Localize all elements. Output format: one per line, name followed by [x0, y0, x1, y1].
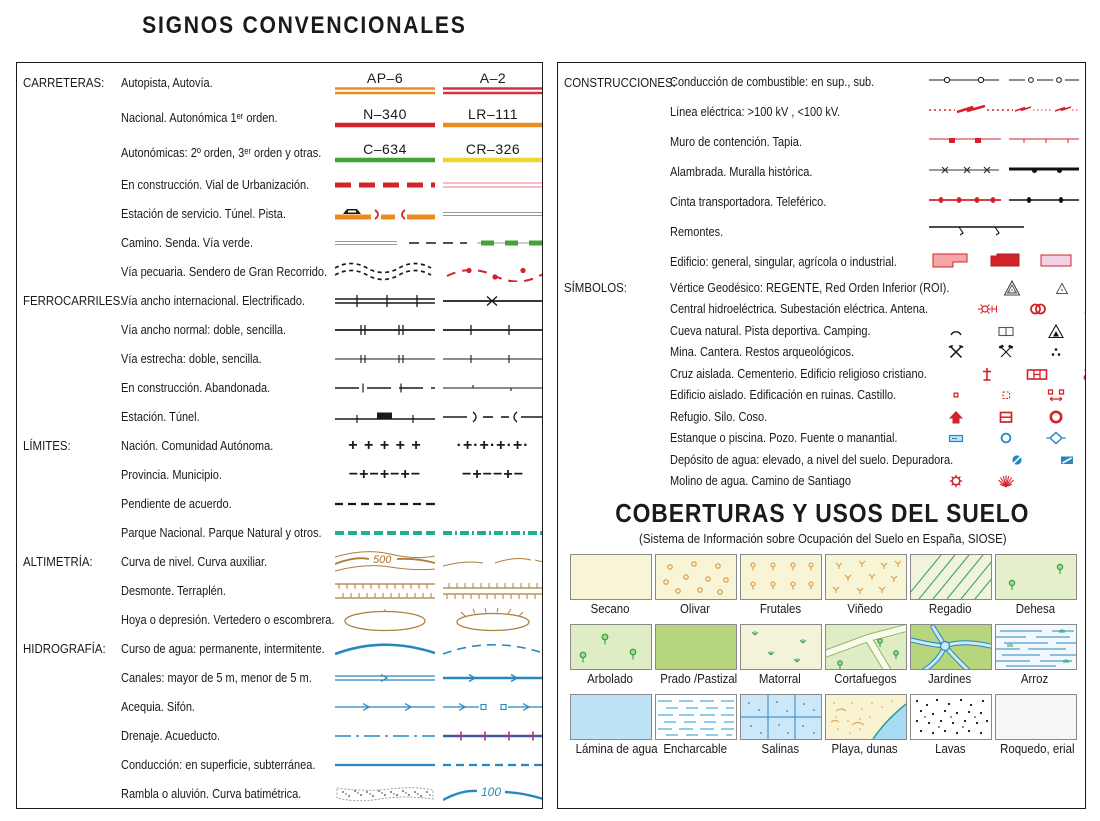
arbolado-swatch-icon	[570, 624, 652, 670]
legend-row-alambrada: Alambrada. Muralla histórica.	[564, 157, 1081, 187]
legend-row-rambla: Rambla o aluvión. Curva batimétrica. 100	[23, 779, 538, 808]
legend-row-nacion-comunidad: LÍMITES: Nación. Comunidad Autónoma. + + + + + ·+·+·+·+·	[23, 431, 538, 460]
swatch-cortafuegos: Cortafuegos	[825, 624, 905, 686]
dehesa-swatch-icon	[995, 554, 1077, 600]
legend-row-pendiente: Pendiente de acuerdo.	[23, 489, 538, 518]
legend-row-cruz: Cruz aislada. Cementerio. Edificio religioso cristiano.	[564, 363, 1081, 385]
olivar-swatch-icon	[655, 554, 737, 600]
legend-row-via-pecuaria: Vía pecuaria. Sendero de Gran Recorrido.	[23, 257, 538, 286]
legend-row-mina: Mina. Cantera. Restos arqueológicos.	[564, 342, 1081, 364]
road-shield-cr326: CR–326	[443, 142, 543, 163]
swatch-lavas: Lavas	[910, 694, 990, 756]
drainage-icon	[335, 731, 435, 741]
rail-double-icon	[335, 323, 435, 337]
lamina-agua-swatch-icon	[570, 694, 652, 740]
swatch-olivar: Olivar	[655, 554, 735, 616]
hydro-plant-icon	[978, 300, 998, 318]
castle-icon	[1046, 386, 1066, 404]
page-title: SIGNOS CONVENCIONALES	[142, 12, 467, 39]
antenna-icon	[1079, 300, 1086, 318]
mine-icon	[947, 343, 965, 361]
siphon-icon	[443, 701, 543, 713]
lavas-swatch-icon	[910, 694, 992, 740]
silo-icon	[997, 408, 1015, 426]
prado-swatch-icon	[655, 624, 737, 670]
camino-santiago-shell-icon	[996, 472, 1016, 490]
road-shield-n340: N–340	[335, 107, 435, 128]
rail-tunnel-icon	[443, 410, 543, 424]
legend-row-curvas-nivel: ALTIMETRÍA: Curva de nivel. Curva auxiliar. 500	[23, 547, 538, 576]
isolated-building-icon	[947, 386, 965, 404]
swatch-dehesa: Dehesa	[995, 554, 1075, 616]
aqueduct-icon	[443, 730, 543, 742]
legend-row-autopista	[23, 65, 538, 100]
legend-row-linea-electrica: Línea eléctrica: >100 kV , <100 kV.	[564, 97, 1081, 127]
legend-row-canales: Canales: mayor de 5 m, menor de 5 m.	[23, 663, 538, 692]
auxiliary-contour-icon	[443, 550, 543, 574]
fuel-pipeline-icon	[929, 74, 1079, 86]
legend-row-nacional: Nacional. Autonómica 1ᵉʳ orden. N–340 LR–111	[23, 100, 538, 135]
category-hidrografia: HIDROGRAFÍA:	[23, 641, 106, 656]
depression-icon	[335, 607, 435, 633]
legend-row-muro: Muro de contención. Tapia.	[564, 127, 1081, 157]
legend-row-ffcc-estacion-tunel: Estación. Túnel.	[23, 402, 538, 431]
swatch-matorral: Matorral	[740, 624, 820, 686]
natural-park-boundary-icon	[443, 529, 543, 537]
landuse-grid	[564, 554, 1081, 756]
vinedo-swatch-icon	[825, 554, 907, 600]
substation-icon	[1028, 300, 1048, 318]
urbanization-road-icon	[443, 180, 543, 190]
permanent-stream-icon	[335, 640, 435, 658]
svg-text:100: 100	[481, 784, 502, 799]
camino-senda-viaverde-icon	[335, 237, 543, 249]
legend-row-central: Central hidroeléctrica. Subestación eléctrica. Antena.	[564, 299, 1081, 321]
regional-3rd-line-icon	[443, 157, 543, 163]
swatch-arroz: Arroz	[995, 624, 1075, 686]
coberturas-section	[564, 498, 1081, 756]
road-shield-a2: A–2	[443, 71, 543, 95]
legend-row-estacion-servicio: Estación de servicio. Túnel. Pista.	[23, 199, 538, 228]
rail-single-icon	[443, 323, 543, 337]
swatch-playa-dunas: Playa, dunas	[825, 694, 905, 756]
swatch-secano: Secano	[570, 554, 650, 616]
legend-row-drenaje: Drenaje. Acueducto.	[23, 721, 538, 750]
ski-lift-icon	[929, 223, 1079, 237]
ground-water-tank-icon	[1058, 451, 1076, 469]
track-pista-icon	[443, 209, 543, 219]
road-shield-lr111: LR–111	[443, 107, 543, 128]
svg-text:500: 500	[373, 553, 392, 566]
embankment-icon	[443, 580, 543, 602]
legend-row-acequia: Acequia. Sifón.	[23, 692, 538, 721]
right-panel	[557, 62, 1086, 809]
matorral-swatch-icon	[740, 624, 822, 670]
swatch-salinas: Salinas	[740, 694, 820, 756]
legend-row-desmonte: Desmonte. Terraplén.	[23, 576, 538, 605]
bathymetric-contour-icon	[443, 783, 543, 805]
contour-line-icon	[335, 550, 435, 574]
cemetery-icon	[1026, 365, 1048, 383]
irrigation-ditch-icon	[335, 701, 435, 713]
spring-icon	[1046, 429, 1066, 447]
well-icon	[997, 429, 1015, 447]
cave-icon	[947, 322, 965, 340]
legend-row-estanque: Estanque o piscina. Pozo. Fuente o manantial.	[564, 428, 1081, 450]
rail-abandoned-icon	[443, 381, 543, 395]
legend-panels	[16, 62, 1086, 809]
legend-row-molino: Molino de agua. Camino de Santiago	[564, 471, 1081, 493]
legend-row-camino-senda: Camino. Senda. Vía verde.	[23, 228, 538, 257]
pending-agreement-boundary-icon	[335, 500, 435, 508]
cutting-icon	[335, 580, 435, 602]
arroz-swatch-icon	[995, 624, 1077, 670]
road-shield-c634: C–634	[335, 142, 435, 163]
legend-row-parques: Parque Nacional. Parque Natural y otros.	[23, 518, 538, 547]
region-boundary-icon: ·+·+·+·+·	[456, 436, 530, 454]
via-pecuaria-gr-icon	[335, 262, 543, 282]
narrow-rail-double-icon	[335, 352, 435, 366]
legend-row-autonomicas: Autonómicas: 2º orden, 3ᵉʳ orden y otras. C–634 CR–326	[23, 135, 538, 170]
category-altimetria: ALTIMETRÍA:	[23, 554, 93, 569]
swatch-lamina-agua: Lámina de agua	[570, 694, 650, 756]
legend-row-combustible: CONSTRUCCIONES: Conducción de combustible: en sup., sub.	[564, 67, 1081, 97]
legend-row-deposito: Depósito de agua: elevado, a nivel del suelo. Depuradora.	[564, 449, 1081, 471]
swatch-prado: Prado /Pastizal	[655, 624, 735, 686]
legend-row-cueva: Cueva natural. Pista deportiva. Camping.	[564, 320, 1081, 342]
category-limites: LÍMITES:	[23, 438, 71, 453]
frutales-swatch-icon	[740, 554, 822, 600]
legend-row-vertice: SÍMBOLOS: Vértice Geodésico: REGENTE, Red Orden Inferior (ROI).	[564, 277, 1081, 299]
national-park-boundary-icon	[335, 529, 435, 537]
salinas-swatch-icon	[740, 694, 822, 740]
legend-row-ffcc-normal: Vía ancho normal: doble, sencilla.	[23, 315, 538, 344]
rail-international-icon	[335, 294, 435, 308]
power-line-icon	[929, 103, 1079, 117]
geodesic-vertex-regente-icon	[1003, 279, 1021, 297]
legend-row-curso-agua: HIDROGRAFÍA: Curso de agua: permanente, intermitente.	[23, 634, 538, 663]
legend-row-ffcc-internacional: FERROCARRILES: Vía ancho internacional. Electrificado.	[23, 286, 538, 315]
bullring-icon	[1047, 408, 1065, 426]
geodesic-vertex-roi-icon	[1053, 279, 1071, 297]
alluvium-icon	[335, 783, 435, 805]
quarry-icon	[997, 343, 1015, 361]
roquedo-swatch-icon	[995, 694, 1077, 740]
legend-row-hoya: Hoya o depresión. Vertedero o escombrera.	[23, 605, 538, 634]
regadio-swatch-icon	[910, 554, 992, 600]
legend-row-en-construccion-vial: En construcción. Vial de Urbanización.	[23, 170, 538, 199]
cortafuegos-swatch-icon	[825, 624, 907, 670]
coberturas-subtitle: (Sistema de Información sobre Ocupación del Suelo en España, SIOSE)	[638, 531, 1007, 546]
elevated-water-tank-icon	[1008, 451, 1026, 469]
swatch-encharcable: Encharcable	[655, 694, 735, 756]
service-station-tunnel-icon	[335, 206, 435, 222]
retaining-wall-icon	[929, 134, 1079, 146]
rail-station-icon	[335, 410, 435, 424]
encharcable-swatch-icon	[655, 694, 737, 740]
autovia-lines-icon	[443, 86, 543, 95]
water-mill-icon	[947, 472, 965, 490]
secano-swatch-icon	[570, 554, 652, 600]
swatch-roquedo: Roquedo, erial	[995, 694, 1075, 756]
motorway-lines-icon	[335, 86, 435, 95]
refuge-icon	[947, 408, 965, 426]
ruins-icon	[997, 386, 1015, 404]
national-boundary-icon: + + + + +	[348, 436, 422, 454]
left-panel	[16, 62, 543, 809]
row-label: Autopista, Autovía.	[121, 75, 213, 90]
swatch-jardines: Jardines	[910, 624, 990, 686]
legend-row-edificio-aislado: Edificio aislado. Edificación en ruinas. Castillo.	[564, 385, 1081, 407]
swatch-arbolado: Arbolado	[570, 624, 650, 686]
camping-icon	[1047, 322, 1065, 340]
coberturas-title: COBERTURAS Y USOS DEL SUELO	[615, 498, 1030, 528]
regional-2nd-line-icon	[335, 157, 435, 163]
rail-under-construction-icon	[335, 381, 435, 395]
regional-1st-line-icon	[443, 122, 543, 128]
archaeology-icon	[1047, 343, 1065, 361]
category-simbolos: SÍMBOLOS:	[564, 280, 627, 296]
narrow-rail-single-icon	[443, 352, 543, 366]
legend-row-remontes: Remontes.	[564, 217, 1081, 247]
legend-row-cinta: Cinta transportadora. Teleférico.	[564, 187, 1081, 217]
sports-court-icon	[997, 322, 1015, 340]
road-under-construction-icon	[335, 180, 435, 190]
category-carreteras: CARRETERAS:	[23, 75, 105, 90]
fence-wall-icon	[929, 164, 1079, 176]
playa-dunas-swatch-icon	[825, 694, 907, 740]
building-types-icon	[929, 251, 1079, 269]
rail-electrified-icon	[443, 294, 543, 308]
surface-pipe-icon	[335, 761, 435, 769]
province-boundary-icon: −+−+−+−	[348, 465, 422, 483]
legend-row-ffcc-estrecha: Vía estrecha: doble, sencilla.	[23, 344, 538, 373]
canal-minor-icon	[443, 672, 543, 684]
legend-row-edificio: Edificio: general, singular, agrícola o industrial.	[564, 247, 1081, 277]
jardines-swatch-icon	[910, 624, 992, 670]
intermittent-stream-icon	[443, 640, 543, 658]
municipality-boundary-icon: −+−−+−	[461, 465, 525, 483]
category-construcciones: CONSTRUCCIONES:	[564, 74, 676, 90]
underground-pipe-icon	[443, 761, 543, 769]
swatch-regadio: Regadio	[910, 554, 990, 616]
legend-row-provincia-municipio: Provincia. Municipio. −+−+−+− −+−−+−	[23, 460, 538, 489]
pond-pool-icon	[947, 429, 965, 447]
conveyor-cablecar-icon	[929, 194, 1079, 206]
road-shield-ap6: AP–6	[335, 71, 435, 95]
category-ferrocarriles: FERROCARRILES:	[23, 293, 124, 308]
swatch-vinedo: Viñedo	[825, 554, 905, 616]
legend-row-conduccion-agua: Conducción: en superficie, subterránea.	[23, 750, 538, 779]
landfill-icon	[443, 607, 543, 633]
isolated-cross-icon	[978, 365, 996, 383]
canal-major-icon	[335, 672, 435, 684]
legend-row-ffcc-construccion: En construcción. Abandonada.	[23, 373, 538, 402]
legend-row-refugio: Refugio. Silo. Coso.	[564, 406, 1081, 428]
christian-building-icon	[1078, 365, 1086, 383]
swatch-frutales: Frutales	[740, 554, 820, 616]
national-road-line-icon	[335, 122, 435, 128]
